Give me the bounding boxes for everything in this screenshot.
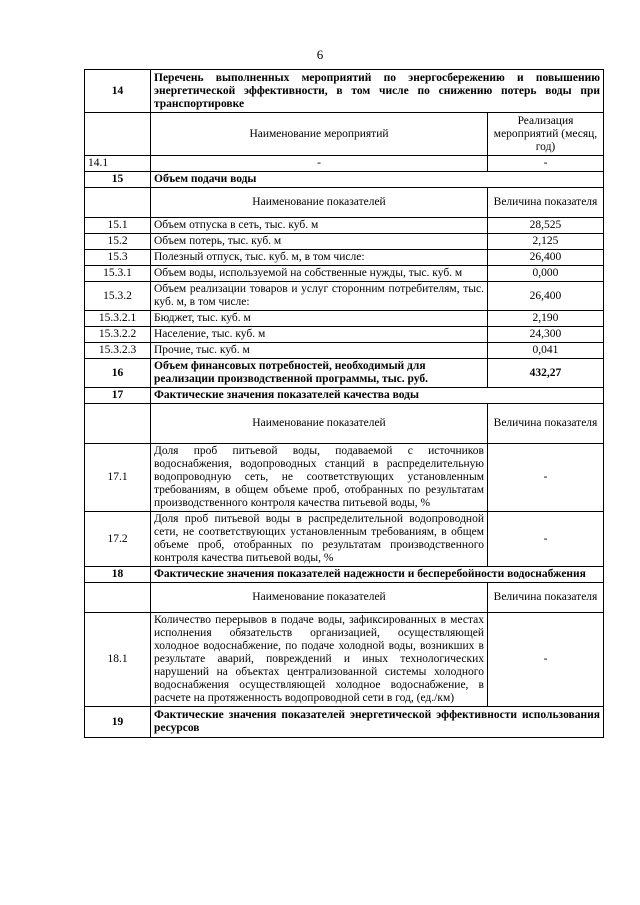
row-number: 15.2 xyxy=(85,234,151,250)
table-row xyxy=(85,282,604,311)
section-value: 432,27 xyxy=(487,359,603,388)
section-header xyxy=(85,172,604,188)
table-row xyxy=(85,234,604,250)
section-header xyxy=(85,567,604,583)
row-number: 15.3.2.3 xyxy=(85,343,151,359)
column-header-row xyxy=(85,188,604,218)
table-row xyxy=(85,218,604,234)
table-row xyxy=(85,444,604,512)
section-header xyxy=(85,707,604,738)
column-header-name: Наименование показателей xyxy=(151,404,488,444)
table-row xyxy=(85,343,604,359)
row-name: Объем потерь, тыс. куб. м xyxy=(151,234,488,250)
column-header-value: Величина показателя xyxy=(487,583,603,613)
row-name: Количество перерывов в подаче воды, зафиксированных в местах исполнения обязательств организацией, осуществляющей холодное водоснабжение, по подаче холодной воды, возникших в результате аварий, повреждений и иных технологических нарушений на объектах централизованной системы холодного водоснабжения осуществляющей холодное водоснабжение, в расчете на протяженность водопроводной сети в год, (ед./км) xyxy=(151,613,488,707)
row-name: Бюджет, тыс. куб. м xyxy=(151,311,488,327)
row-value: - xyxy=(487,156,603,172)
table-row xyxy=(85,512,604,567)
row-value: 24,300 xyxy=(487,327,603,343)
section-title: Объем подачи воды xyxy=(151,172,604,188)
section-number: 17 xyxy=(85,388,151,404)
section-number: 19 xyxy=(85,707,151,738)
column-header-name: Наименование мероприятий xyxy=(151,113,488,156)
row-value: 2,125 xyxy=(487,234,603,250)
row-number: 15.3.2 xyxy=(85,282,151,311)
page-number: 6 xyxy=(316,47,324,62)
row-value: - xyxy=(487,512,603,567)
table-row xyxy=(85,327,604,343)
row-name: Объем воды, используемой на собственные нужды, тыс. куб. м xyxy=(151,266,488,282)
section-header xyxy=(85,70,604,113)
section-title: Объем финансовых потребностей, необходимый для реализации производственной программы, тыс. руб. xyxy=(151,359,488,388)
row-number: 15.3 xyxy=(85,250,151,266)
row-name: Прочие, тыс. куб. м xyxy=(151,343,488,359)
section-number: 16 xyxy=(85,359,151,388)
column-header-row xyxy=(85,113,604,156)
column-header-name: Наименование показателей xyxy=(151,188,488,218)
section-title: Перечень выполненных мероприятий по энергосбережению и повышению энергетической эффективности, в том числе по снижению потерь воды при транспортировке xyxy=(151,70,604,113)
row-name: Полезный отпуск, тыс. куб. м, в том числе: xyxy=(151,250,488,266)
row-value: 2,190 xyxy=(487,311,603,327)
column-header-row xyxy=(85,583,604,613)
row-name: Доля проб питьевой воды в распределительной водопроводной сети, не соответствующих установленным требованиям, в общем объеме проб, отобранных по результатам производственного контроля качества питьевой воды, % xyxy=(151,512,488,567)
row-value: 26,400 xyxy=(487,282,603,311)
section-title: Фактические значения показателей энергетической эффективности использования ресурсов xyxy=(151,707,604,738)
row-number: 15.3.2.1 xyxy=(85,311,151,327)
row-number: 15.3.2.2 xyxy=(85,327,151,343)
column-header-row xyxy=(85,404,604,444)
row-value: 0,041 xyxy=(487,343,603,359)
column-header-name: Наименование показателей xyxy=(151,583,488,613)
section-title: Фактические значения показателей надежности и бесперебойности водоснабжения xyxy=(151,567,604,583)
section-number: 15 xyxy=(85,172,151,188)
row-name: Доля проб питьевой воды, подаваемой с источников водоснабжения, водопроводных станций в распределительную водопроводную сеть, не соответствующих установленным требованиям, в общем объеме проб, отобранных по результатам производственного контроля качества питьевой воды, % xyxy=(151,444,488,512)
row-number: 17.2 xyxy=(85,512,151,567)
row-number: 15.3.1 xyxy=(85,266,151,282)
row-name: Объем отпуска в сеть, тыс. куб. м xyxy=(151,218,488,234)
row-number: 17.1 xyxy=(85,444,151,512)
section-number: 14 xyxy=(85,70,151,113)
table-row xyxy=(85,613,604,707)
section-header xyxy=(85,388,604,404)
table-row xyxy=(85,250,604,266)
row-name: Население, тыс. куб. м xyxy=(151,327,488,343)
section-header xyxy=(85,359,604,388)
row-number: 14.1 xyxy=(85,156,151,172)
column-header-value: Величина показателя xyxy=(487,188,603,218)
column-header-value: Реализация мероприятий (месяц, год) xyxy=(487,113,603,156)
column-header-value: Величина показателя xyxy=(487,404,603,444)
row-number: 15.1 xyxy=(85,218,151,234)
row-value: 0,000 xyxy=(487,266,603,282)
row-name: Объем реализации товаров и услуг сторонним потребителям, тыс. куб. м, в том числе: xyxy=(151,282,488,311)
section-title: Фактические значения показателей качества воды xyxy=(151,388,604,404)
row-name: - xyxy=(151,156,488,172)
row-value: - xyxy=(487,444,603,512)
row-value: 28,525 xyxy=(487,218,603,234)
report-table xyxy=(84,69,604,738)
table-row xyxy=(85,266,604,282)
row-number: 18.1 xyxy=(85,613,151,707)
row-value: 26,400 xyxy=(487,250,603,266)
table-row xyxy=(85,156,604,172)
section-number: 18 xyxy=(85,567,151,583)
row-value: - xyxy=(487,613,603,707)
table-row xyxy=(85,311,604,327)
